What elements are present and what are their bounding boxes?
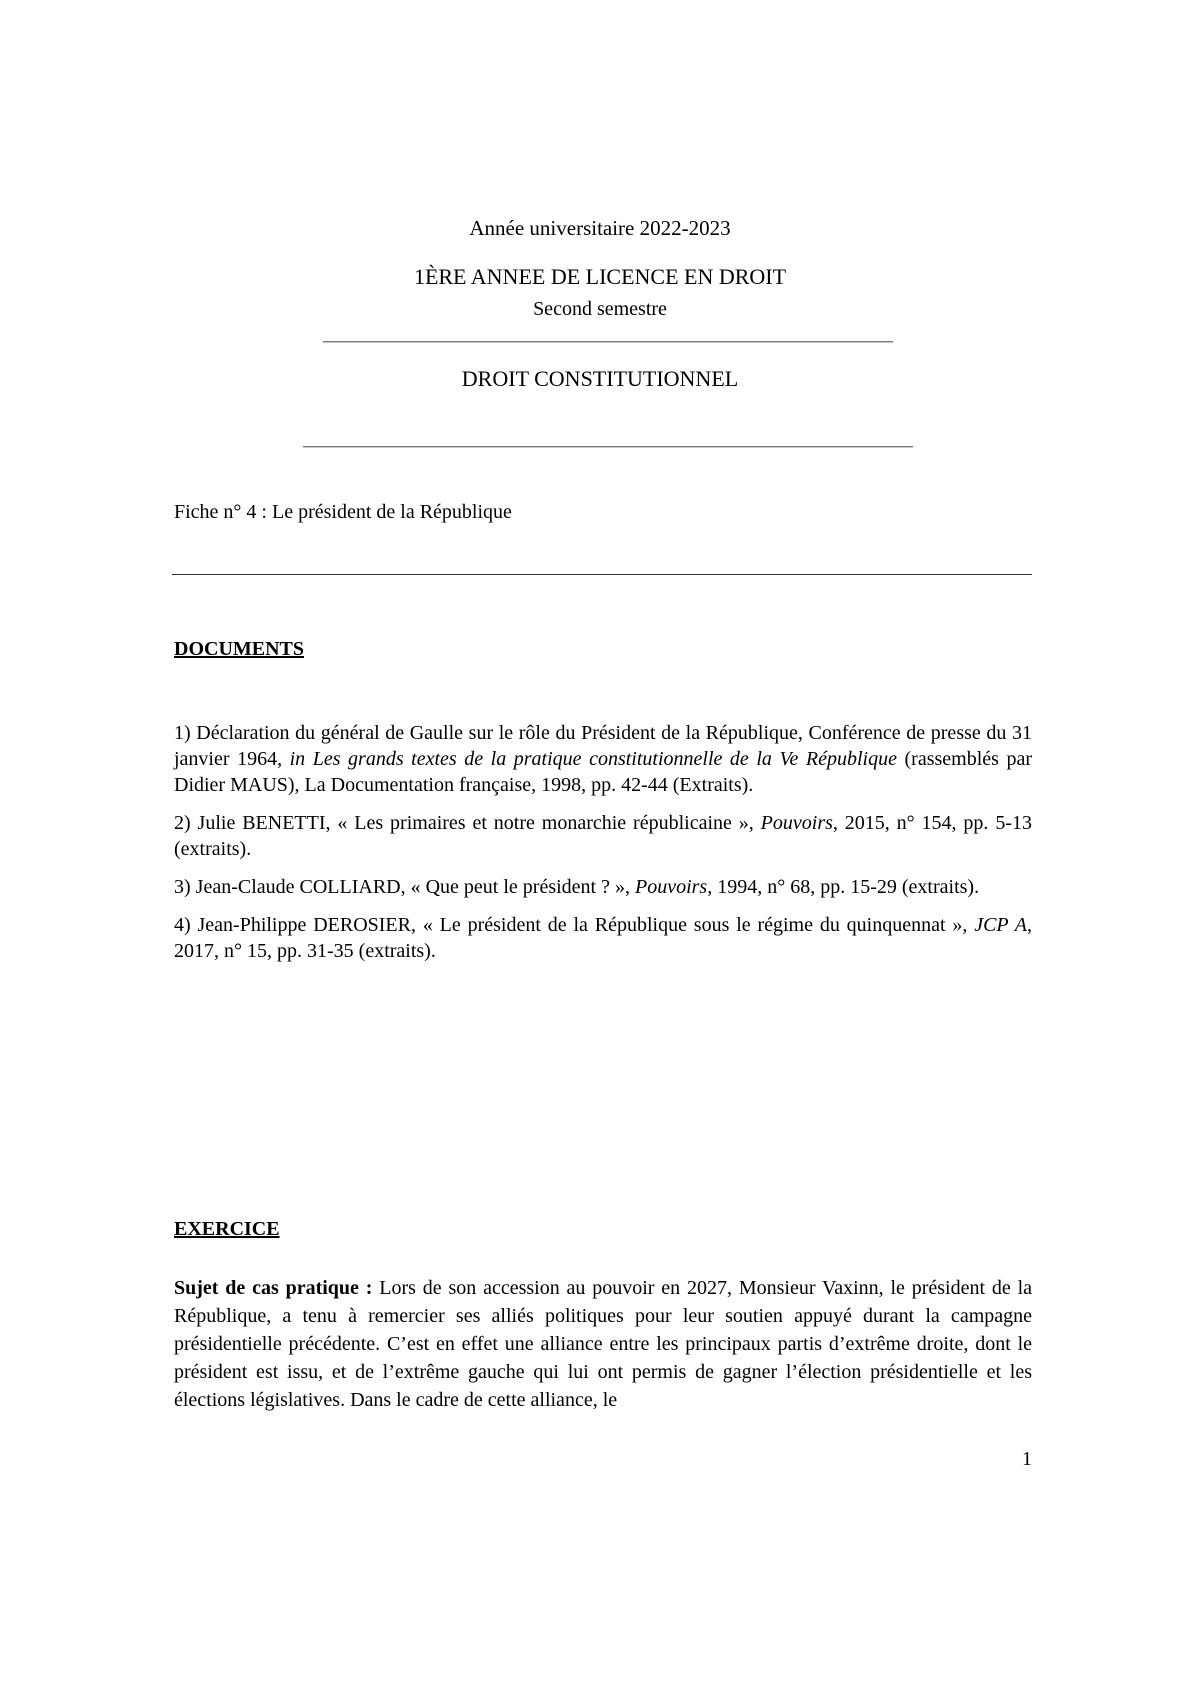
course-title: DROIT CONSTITUTIONNEL bbox=[461, 366, 739, 391]
header-divider bbox=[323, 341, 893, 343]
documents-list bbox=[174, 720, 1032, 976]
document-item: 4) Jean-Philippe DEROSIER, « Le président de la République sous le régime du quinquennat », JCP A, 2017, n° 15, pp. 31-35 (extraits). bbox=[174, 914, 1032, 962]
case-study-lead: Sujet de cas pratique : bbox=[174, 1277, 373, 1299]
exercise-heading: EXERCICE bbox=[174, 1218, 280, 1240]
academic-year: Année universitaire 2022-2023 bbox=[469, 216, 731, 240]
semester: Second semestre bbox=[533, 298, 667, 320]
degree-level: 1ÈRE ANNEE DE LICENCE EN DROIT bbox=[413, 264, 787, 289]
document-item: 3) Jean-Claude COLLIARD, « Que peut le président ? », Pouvoirs, 1994, n° 68, pp. 15-29 (extraits). bbox=[174, 876, 980, 898]
documents-heading: DOCUMENTS bbox=[174, 638, 305, 660]
document-item: 1) Déclaration du général de Gaulle sur le rôle du Président de la République, Conférence de presse du 31 janvier 1964, in Les grands textes de la pratique constitutionnelle de la Ve République (rassemblés par Didier MAUS), La Documentation française, 1998, pp. 42-44 (Extraits). bbox=[174, 722, 1032, 796]
fiche-divider bbox=[172, 574, 1032, 575]
title-divider bbox=[303, 446, 913, 448]
document-item: 2) Julie BENETTI, « Les primaires et notre monarchie républicaine », Pouvoirs, 2015, n° 154, pp. 5-13 (extraits). bbox=[174, 812, 1032, 860]
page-number: 1 bbox=[1022, 1448, 1032, 1470]
case-study-body: Lors de son accession au pouvoir en 2027, Monsieur Vaxinn, le président de la République, a tenu à remercier ses alliés politiques pour leur soutien appuyé durant la campagne présidentielle précédente. C’est en effet une alliance entre les principaux partis d’extrême droite, dont le président est issu, et de l’extrême gauche qui lui ont permis de gagner l’élection présidentielle et les élections législatives. Dans le cadre de cette alliance, le bbox=[174, 1277, 1033, 1411]
fiche-title: Fiche n° 4 : Le président de la République bbox=[174, 501, 512, 523]
case-study-text bbox=[174, 1274, 1032, 1414]
